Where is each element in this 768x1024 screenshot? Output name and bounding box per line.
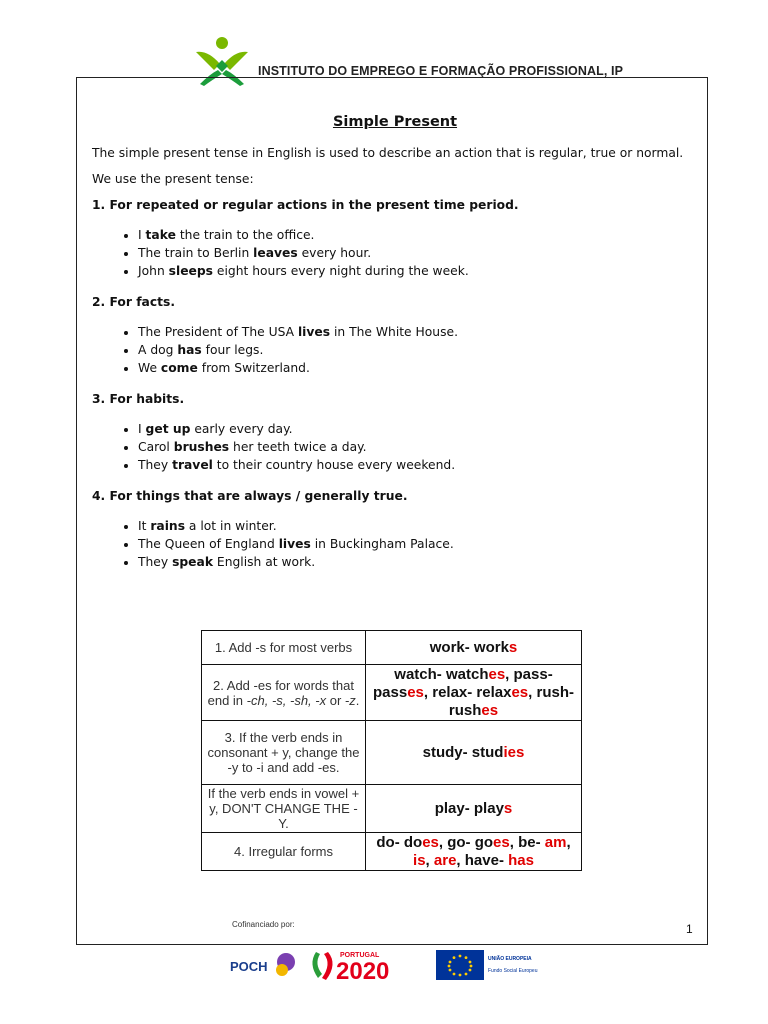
esf-text: Fundo Social Europeu xyxy=(488,968,538,974)
list-item xyxy=(138,324,698,340)
rule-cell xyxy=(202,721,366,785)
rule-text: -ch, -s, -sh, -x xyxy=(246,692,327,708)
sentence-end: to their country house every weekend. xyxy=(212,458,456,472)
poch-text: POCH xyxy=(230,959,268,974)
page-number: 1 xyxy=(686,922,693,936)
sentence-start: John xyxy=(138,264,169,278)
list-item xyxy=(138,360,698,376)
ending-highlight: ies xyxy=(503,743,525,761)
list-item xyxy=(138,245,698,261)
rule-text: If the verb ends in vowel + y, DON'T CHANGE THE -Y. xyxy=(207,786,360,831)
sentence-start: They xyxy=(138,458,173,472)
table-row xyxy=(202,721,582,785)
verb: rains xyxy=(150,519,186,533)
rule-cell xyxy=(202,833,366,871)
example-text: , rush- rush xyxy=(448,683,574,719)
sentence-end: English at work. xyxy=(213,555,316,569)
rule-cell xyxy=(202,785,366,833)
section-heading: 2. For facts. xyxy=(92,295,176,309)
verb: leaves xyxy=(253,246,298,260)
ending-highlight: has xyxy=(508,851,534,869)
example-cell xyxy=(366,721,582,785)
verb: lives xyxy=(278,537,311,551)
ending-highlight: es xyxy=(481,701,499,719)
rules-table xyxy=(201,630,582,871)
example-text: , have- xyxy=(456,851,509,869)
example-text: play- play xyxy=(434,799,504,817)
sentence-start: The train to Berlin xyxy=(138,246,254,260)
sentence-end: in Buckingham Palace. xyxy=(310,537,454,551)
sections xyxy=(92,198,698,570)
verb: get up xyxy=(145,422,191,436)
eu-text: UNIÃO EUROPEIA xyxy=(488,956,532,962)
sentence-start: The President of The USA xyxy=(138,325,298,339)
ending-highlight: s xyxy=(503,799,513,817)
verb: take xyxy=(145,228,176,242)
ending-highlight: es xyxy=(493,833,510,851)
table-row xyxy=(202,833,582,871)
rule-text: 3. If the verb ends in consonant + y, change the -y to -i and add -es. xyxy=(207,730,360,775)
sentence-end: her teeth twice a day. xyxy=(229,440,367,454)
rule-text: 4. Irregular forms xyxy=(234,844,333,859)
sentence-end: four legs. xyxy=(201,343,264,357)
sentence-end: every hour. xyxy=(297,246,372,260)
sentence-start: It xyxy=(138,519,151,533)
table-row xyxy=(202,631,582,665)
example-text: do- do xyxy=(376,833,423,851)
list-item xyxy=(138,439,698,455)
ending-highlight: s xyxy=(508,638,518,656)
intro-paragraph: The simple present tense in English is used to describe an action that is regular, true or normal. xyxy=(92,146,684,160)
ending-highlight: are xyxy=(433,851,457,869)
sentence-start: I xyxy=(138,422,146,436)
rule-cell xyxy=(202,665,366,721)
sentence-start: They xyxy=(138,555,173,569)
funding-logos xyxy=(228,944,558,984)
verb: brushes xyxy=(173,440,230,454)
example-cell xyxy=(366,665,582,721)
example-text: , be- xyxy=(509,833,545,851)
sentence-end: early every day. xyxy=(190,422,293,436)
list-item xyxy=(138,536,698,552)
cofinanced-label: Cofinanciado por: xyxy=(232,920,295,929)
list-item xyxy=(138,227,698,243)
example-cell xyxy=(366,833,582,871)
rule-text: -z xyxy=(344,692,356,708)
sentence-start: I xyxy=(138,228,146,242)
document-body xyxy=(92,114,698,586)
ending-highlight: es xyxy=(488,665,506,683)
table-row xyxy=(202,665,582,721)
eu-flag-icon xyxy=(436,950,538,980)
rule-text: or xyxy=(326,692,345,708)
verb: lives xyxy=(297,325,331,339)
example-text: work- work xyxy=(429,638,509,656)
page-title: Simple Present xyxy=(332,114,458,130)
list-item xyxy=(138,554,698,570)
verb: sleeps xyxy=(168,264,213,278)
example-text: , go- go xyxy=(438,833,494,851)
example-list xyxy=(92,324,698,376)
sentence-end: the train to the office. xyxy=(175,228,315,242)
verb: has xyxy=(177,343,202,357)
list-item xyxy=(138,263,698,279)
ending-highlight: es xyxy=(407,683,424,701)
section-heading: 1. For repeated or regular actions in the present time period. xyxy=(92,198,519,212)
table-row xyxy=(202,785,582,833)
list-item xyxy=(138,421,698,437)
sentence-start: We xyxy=(138,361,161,375)
sentence-start: Carol xyxy=(138,440,174,454)
list-item xyxy=(138,518,698,534)
example-text: watch- watch xyxy=(394,665,489,683)
ending-highlight: am xyxy=(544,833,567,851)
ending-highlight: is xyxy=(413,851,426,869)
verb: come xyxy=(160,361,198,375)
example-text: , pass- pass xyxy=(373,665,553,701)
list-item xyxy=(138,342,698,358)
rule-text: 2. Add -es for words that end in xyxy=(207,677,354,708)
rule-text: . xyxy=(355,692,360,708)
ending-highlight: es xyxy=(511,683,529,701)
example-list xyxy=(92,421,698,473)
example-cell xyxy=(366,631,582,665)
sentence-end: eight hours every night during the week. xyxy=(213,264,469,278)
portugal-2020-logo-icon xyxy=(312,952,389,984)
example-list xyxy=(92,518,698,570)
example-text: , xyxy=(566,833,571,851)
example-text: , relax- relax xyxy=(423,683,512,701)
poch-logo-icon xyxy=(230,953,295,976)
example-text: study- stud xyxy=(422,743,504,761)
rule-text: 1. Add -s for most verbs xyxy=(214,640,353,655)
sentence-end: a lot in winter. xyxy=(185,519,277,533)
portugal-text: PORTUGAL xyxy=(340,952,380,959)
example-list xyxy=(92,227,698,279)
ending-highlight: es xyxy=(422,833,439,851)
sentence-end: in The White House. xyxy=(330,325,458,339)
sentence-start: A dog xyxy=(138,343,178,357)
section-heading: 4. For things that are always / generally true. xyxy=(92,489,408,503)
example-text: , xyxy=(425,851,434,869)
sentence-start: The Queen of England xyxy=(138,537,279,551)
list-item xyxy=(138,457,698,473)
verb: travel xyxy=(172,458,213,472)
section-heading: 3. For habits. xyxy=(92,392,185,406)
rule-cell xyxy=(202,631,366,665)
verb: speak xyxy=(172,555,214,569)
sentence-end: from Switzerland. xyxy=(197,361,310,375)
lead-paragraph: We use the present tense: xyxy=(92,172,254,186)
institute-name: INSTITUTO DO EMPREGO E FORMAÇÃO PROFISSIONAL, IP xyxy=(258,64,624,78)
example-cell xyxy=(366,785,582,833)
year-text: 2020 xyxy=(336,958,390,984)
